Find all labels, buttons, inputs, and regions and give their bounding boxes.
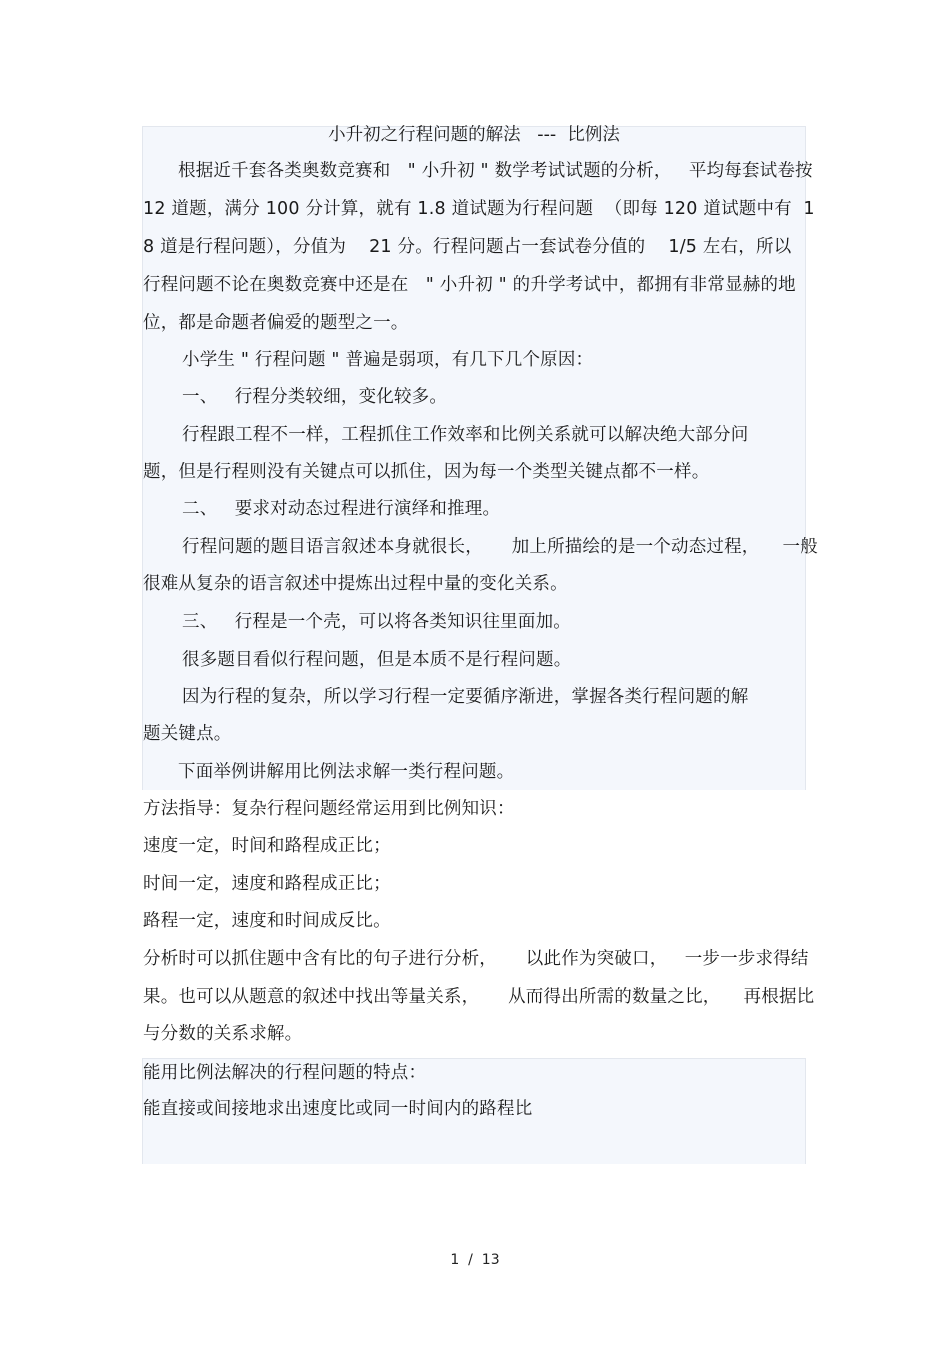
method-rule: 路程一定，速度和时间成反比。 (143, 911, 391, 931)
reason1-body-line: 题，但是行程则没有关键点可以抓住，因为每一个类型关键点都不一样。 (143, 462, 710, 482)
reason1-body-line: 行程跟工程不一样，工程抓住工作效率和比例关系就可以解决绝大部分问 (182, 425, 749, 445)
reason2-body-line: 行程问题的题目语言叙述本身就很长， 加上所描绘的是一个动态过程， 一般 (182, 537, 818, 557)
intro-line: 行程问题不论在奥数竞赛中还是在 " 小升初 " 的升学考试中，都拥有非常显赫的地 (143, 275, 796, 295)
intro-line: 根据近千套各类奥数竞赛和 " 小升初 " 数学考试试题的分析， 平均每套试卷按 (178, 161, 813, 181)
reason3-body: 很多题目看似行程问题，但是本质不是行程问题。 (182, 650, 572, 670)
analysis-line: 分析时可以抓住题中含有比的句子进行分析， 以此作为突破口， 一步一步求得结 (143, 949, 809, 969)
method-heading: 方法指导：复杂行程问题经常运用到比例知识： (143, 799, 515, 819)
method-rule: 速度一定，时间和路程成正比； (143, 836, 391, 856)
intro-line: 位，都是命题者偏爱的题型之一。 (143, 313, 409, 333)
analysis-line: 果。也可以从题意的叙述中找出等量关系， 从而得出所需的数量之比， 再根据比 (143, 987, 815, 1007)
conclusion-line: 因为行程的复杂，所以学习行程一定要循序渐进，掌握各类行程问题的解 (182, 687, 749, 707)
reason2-heading: 二、 要求对动态过程进行演绎和推理。 (182, 499, 501, 519)
document-title: 小升初之行程问题的解法 --- 比例法 (328, 125, 620, 145)
reason2-body-line: 很难从复杂的语言叙述中提炼出过程中量的变化关系。 (143, 574, 568, 594)
example-intro: 下面举例讲解用比例法求解一类行程问题。 (178, 762, 515, 782)
page-number: 1 / 13 (450, 1252, 500, 1268)
method-rule: 时间一定，速度和路程成正比； (143, 874, 391, 894)
intro-line: 12 道题，满分 100 分计算，就有 1.8 道试题为行程问题 （即每 120 道试题中有 1 (143, 199, 815, 219)
intro-line: 8 道是行程问题），分值为 21 分。行程问题占一套试卷分值的 1/5 左右，所以 (143, 237, 792, 257)
features-heading: 能用比例法解决的行程问题的特点： (143, 1063, 427, 1083)
conclusion-line: 题关键点。 (143, 724, 232, 744)
reason1-heading: 一、 行程分类较细，变化较多。 (182, 387, 448, 407)
analysis-line: 与分数的关系求解。 (143, 1024, 303, 1044)
reason3-heading: 三、 行程是一个壳，可以将各类知识往里面加。 (182, 612, 571, 632)
features-body: 能直接或间接地求出速度比或同一时间内的路程比 (143, 1099, 533, 1119)
reasons-intro: 小学生 " 行程问题 " 普遍是弱项，有几下几个原因： (182, 350, 594, 370)
